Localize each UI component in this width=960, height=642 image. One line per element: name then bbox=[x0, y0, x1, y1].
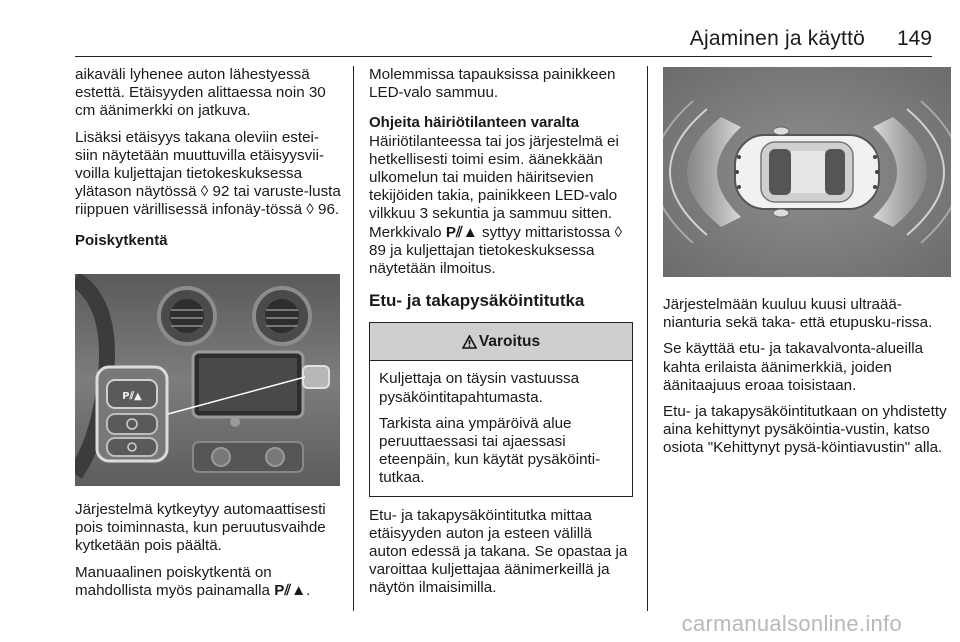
paragraph: Etu- ja takapysäköintitutkaan on yhdistetty aina kehittynyt pysäköintia-vustin, katso osiota "Kehittynyt pysä-köintiavustin" alla. bbox=[663, 403, 947, 457]
warning-title: Varoitus bbox=[478, 332, 541, 350]
car-sensor-zones-graphic bbox=[663, 67, 951, 277]
parking-sensor-symbol: P⫽▲ bbox=[445, 223, 478, 241]
warning-body bbox=[370, 361, 632, 495]
section-heading-malfunction: Ohjeita häiriötilanteen varalta bbox=[369, 114, 580, 132]
paragraph: aikaväli lyhenee auton lähestyessä estettä. Etäisyyden alittaessa noin 30 cm äänimerkki on jatkuva. bbox=[75, 66, 326, 120]
paragraph: Järjestelmä kytkeytyy automaattisesti pois toiminnasta, kun peruutusvaihde kytketään pois päältä. bbox=[75, 501, 326, 555]
page-header bbox=[0, 0, 960, 60]
paragraph: Järjestelmään kuuluu kuusi ultraää-nianturia sekä taka- että etupusku-rissa. bbox=[663, 296, 933, 332]
paragraph: Se käyttää etu- ja takavalvonta-alueilla kahta erilaista äänimerkkiä, joiden äänitaajuus eroaa toisistaan. bbox=[663, 340, 924, 394]
column-1-lower bbox=[75, 501, 343, 608]
parking-sensor-coverage-illustration bbox=[663, 67, 951, 277]
section-heading-deactivation: Poiskytkentä bbox=[75, 231, 168, 249]
text-span: Häiriötilanteessa tai jos järjestelmä ei hetkellisesti toimi esim. äänekkään ulkomelun tai muiden häiritsevien tekijöiden takia, painikkeen LED-valo vilkkuu 3 sekuntia ja sammuu sitten. Merkkivalo bbox=[369, 132, 619, 241]
column-2 bbox=[369, 66, 633, 606]
section-heading-parking-radar: Etu- ja takapysäköintitutka bbox=[369, 291, 585, 311]
paragraph: Etu- ja takapysäköintitutka mittaa etäisyyden auton ja esteen välillä auton edessä ja takana. Se opastaa ja varoittaa kuljettajaa äänimerkeillä ja näytön ilmaisimilla. bbox=[369, 506, 628, 597]
parking-sensor-symbol: P⫽▲ bbox=[274, 581, 307, 599]
column-divider-2 bbox=[647, 66, 648, 611]
header-divider bbox=[75, 56, 932, 57]
warning-triangle-icon bbox=[462, 335, 477, 349]
paragraph: Lisäksi etäisyys takana oleviin estei-siin näytetään muuttuvilla etäisyysvii-voilla kuljettajan tietokeskuksessa ylätason näytössä ◊ 92 tai varuste-lusta riippuen värillisessä infonäy-tössä ◊ 96. bbox=[75, 128, 341, 219]
paragraph: Molemmissa tapauksissa painikkeen LED-valo sammuu. bbox=[369, 66, 616, 102]
warning-box bbox=[369, 322, 633, 496]
paragraph-malfunction bbox=[369, 133, 633, 279]
warning-text: Kuljettaja on täysin vastuussa pysäköintitapahtumasta. bbox=[379, 370, 580, 406]
column-divider-1 bbox=[353, 66, 354, 611]
warning-text: Tarkista aina ympäröivä alue peruuttaessasi tai ajaessasi eteenpäin, kun käytät pysäköinti-tutkaa. bbox=[379, 414, 601, 487]
text-span: Manuaalinen poiskytkentä on mahdollista myös painamalla bbox=[75, 563, 275, 599]
warning-header bbox=[370, 323, 632, 361]
paragraph-manual-deactivation bbox=[75, 564, 343, 600]
dashboard-illustration-graphic bbox=[75, 274, 340, 486]
chapter-title: Ajaminen ja käyttö bbox=[689, 27, 865, 50]
page-number: 149 bbox=[896, 27, 932, 50]
text-span: . bbox=[306, 581, 311, 599]
text-span: syttyy mittaristossa ◊ 89 ja kuljettajan tietokeskuksessa näytetään ilmoitus. bbox=[369, 223, 622, 278]
watermark: carmanualsonline.info bbox=[681, 611, 902, 636]
column-1 bbox=[75, 66, 341, 250]
column-3 bbox=[663, 296, 953, 466]
parking-button-label: P⫽▲ bbox=[122, 391, 142, 402]
dashboard-parking-button-illustration bbox=[75, 274, 340, 486]
